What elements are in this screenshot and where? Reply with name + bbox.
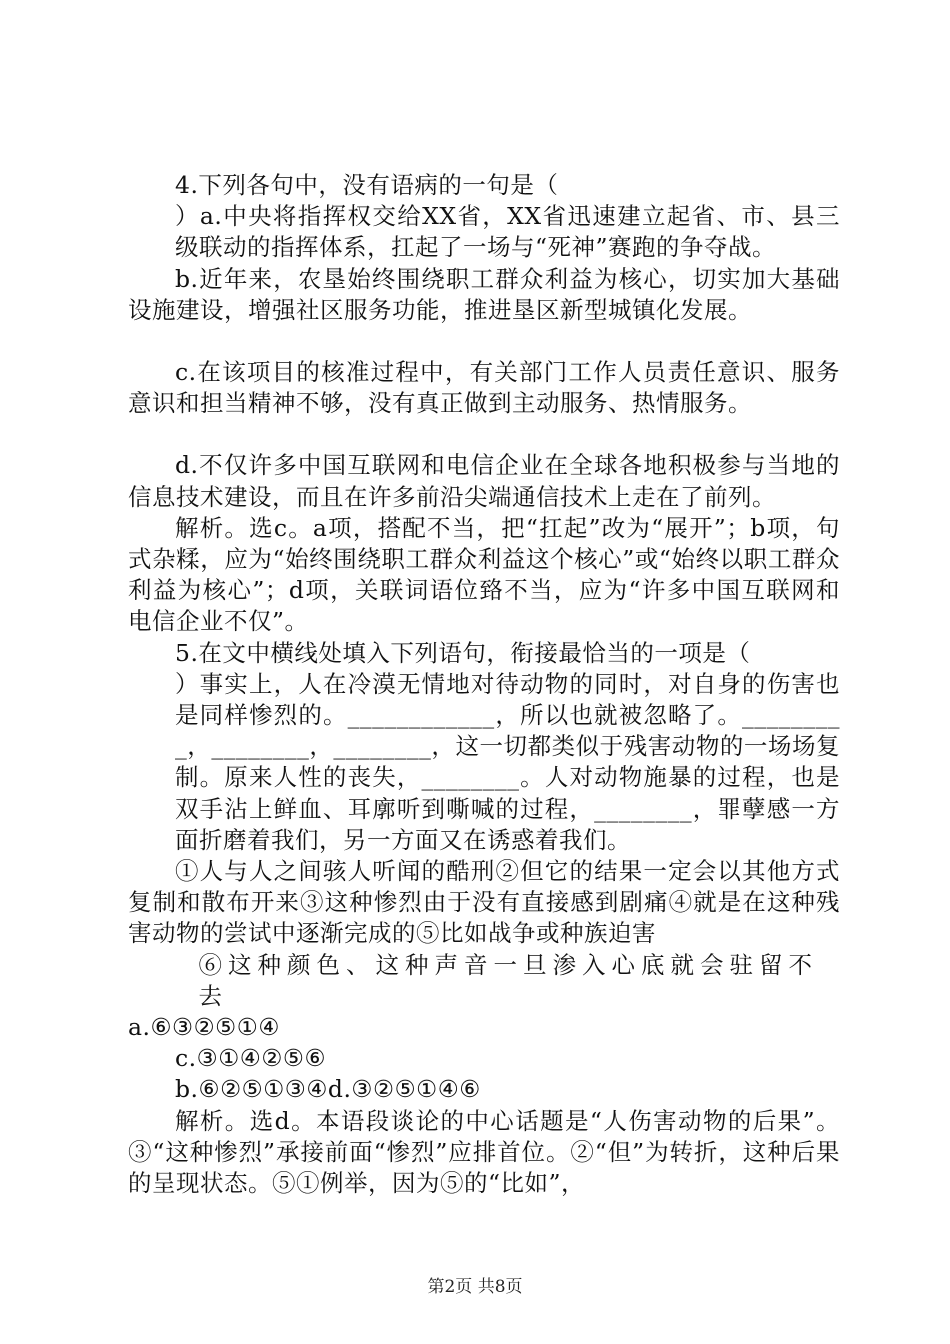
question-4-stem: 4.下列各句中，没有语病的一句是（ [175,171,559,199]
question-4-option-b: b.近年来，农垦始终围绕职工群众利益为核心，切实加大基础设施建设，增强社区服务功能，推进垦区新型城镇化发展。 [128,264,840,324]
question-5-sentence-6: ⑥这种颜色、这种声音一旦渗入心底就会驻留不去 [198,950,818,1010]
paragraph-gap [128,419,840,450]
question-5-option-c: c.③①④②⑤⑥ [175,1044,327,1073]
question-5-stem: 5.在文中横线处填入下列语句，衔接最恰当的一项是（ [175,638,751,667]
document-body [128,170,840,1199]
question-5-option-b-d: b.⑥②⑤①③④d.③②⑤①④⑥ [175,1075,481,1104]
question-4-option-a: ）a.中央将指挥权交给XX省，XX省迅速建立起省、市、县三级联动的指挥体系，扛起了一场与“死神”赛跑的争夺战。 [175,202,840,262]
question-5-analysis: 解析。选d。本语段谈论的中心话题是“人伤害动物的后果”。③“这种惨烈”承接前面“惨烈”应排首位。②“但”为转折，这种后果的呈现状态。⑤①例举，因为⑤的“比如”， [128,1106,840,1198]
question-5-sentences: ①人与人之间骇人听闻的酷刑②但它的结果一定会以其他方式复制和散布开来③这种惨烈由于没有直接感到剧痛④就是在这种残害动物的尝试中逐渐完成的⑤比如战争或种族迫害 [128,857,840,948]
paragraph-gap [128,326,840,357]
question-4-option-d: d.不仅许多中国互联网和电信企业在全球各地积极参与当地的信息技术建设，而且在许多前沿尖端通信技术上走在了前列。 [128,451,840,511]
question-5-option-a: a.⑥③②⑤①④ [128,1013,280,1042]
page-number: 第2页 共8页 [427,1277,523,1297]
question-5-passage: ）事实上，人在冷漠无情地对待动物的同时，对自身的伤害也是同样惨烈的。____________，所以也就被忽略了。_________，________，________，这一切都类似于残害动物的一场场复制。原来人性的丧失，________。人对动物施暴的过程，也是双手沾上鲜血、耳廓听到嘶喊的过程，________，罪孽感一方面折磨着我们，另一方面又在诱惑着我们。 [175,669,840,854]
question-4-option-c: c.在该项目的核准过程中，有关部门工作人员责任意识、服务意识和担当精神不够，没有真正做到主动服务、热情服务。 [128,358,840,418]
question-4-analysis: 解析。选c。a项，搭配不当，把“扛起”改为“展开”；b项，句式杂糅，应为“始终围绕职工群众利益这个核心”或“始终以职工群众利益为核心”；d项，关联词语位臵不当，应为“许多中国互联网和电信企业不仅”。 [128,513,840,636]
